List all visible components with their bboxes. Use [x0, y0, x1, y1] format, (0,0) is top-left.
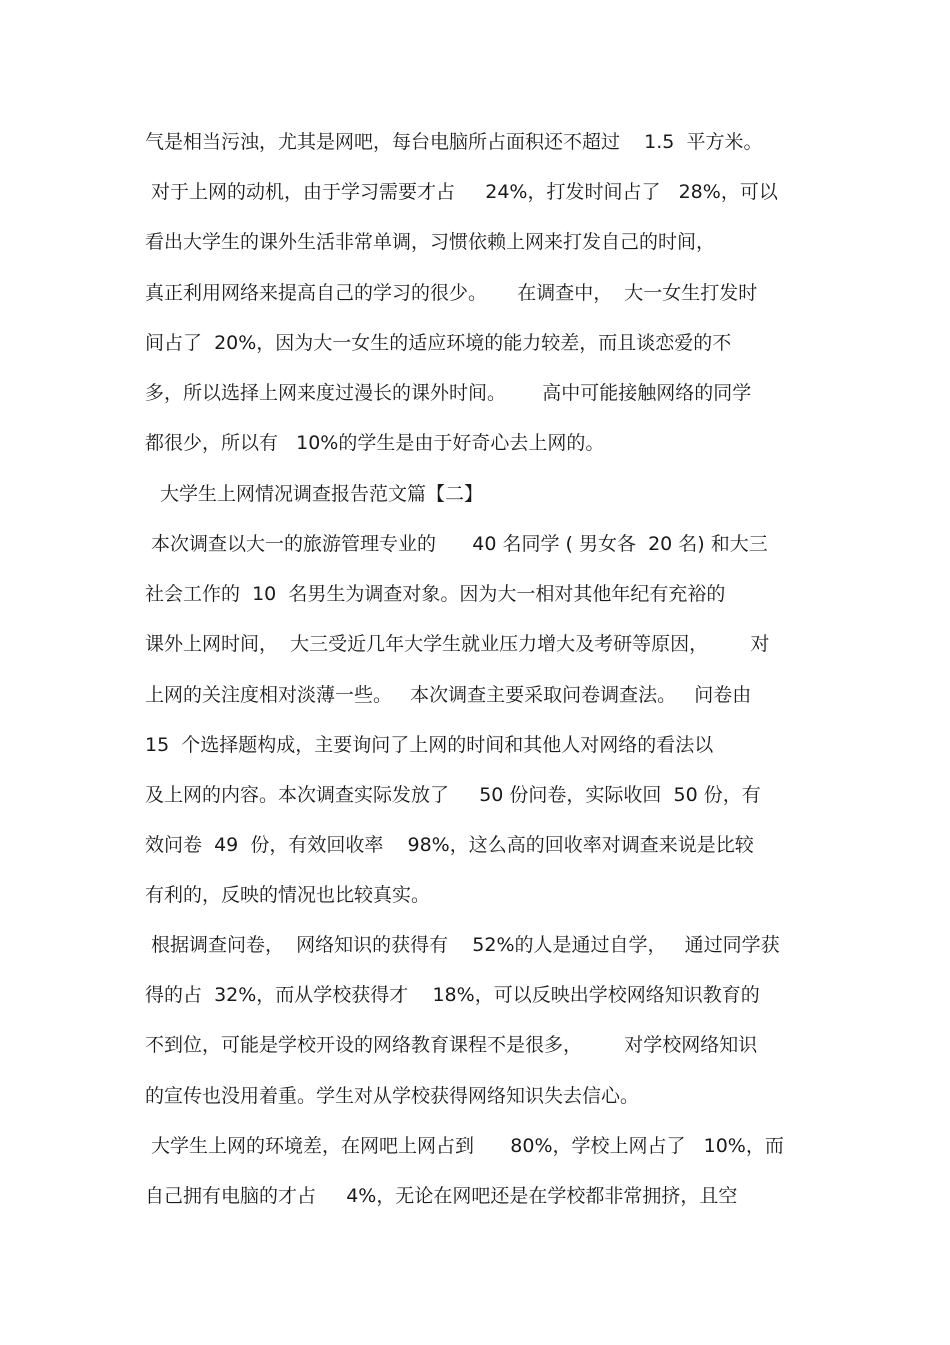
text-line: 都很少，所以有 10%的学生是由于好奇心去上网的。 [145, 432, 605, 454]
text-line: 看出大学生的课外生活非常单调，习惯依赖上网来打发自己的时间， [145, 231, 716, 253]
text-line: 社会工作的 10 名男生为调查对象。因为大一相对其他年纪有充裕的 [145, 583, 726, 605]
text-line: 上网的关注度相对淡薄一些。 本次调查主要采取问卷调查法。 问卷由 [145, 684, 752, 706]
text-line: 气是相当污浊，尤其是网吧，每台电脑所占面积还不超过 1.5 平方米。 [145, 131, 763, 153]
text-line: 课外上网时间， 大三受近几年大学生就业压力增大及考研等原因， 对 [145, 633, 770, 655]
text-line: 及上网的内容。本次调查实际发放了 50 份问卷，实际收回 50 份，有 [145, 784, 761, 806]
text-line: 有利的，反映的情况也比较真实。 [145, 884, 431, 906]
text-line: 自己拥有电脑的才占 4%，无论在网吧还是在学校都非常拥挤，且空 [145, 1185, 738, 1207]
text-line: 的宣传也没用着重。学生对从学校获得网络知识失去信心。 [145, 1085, 640, 1107]
text-line: 效问卷 49 份，有效回收率 98%，这么高的回收率对调查来说是比较 [145, 834, 754, 856]
text-line: 得的占 32%，而从学校获得才 18%，可以反映出学校网络知识教育的 [145, 984, 760, 1006]
text-line: 真正利用网络来提高自己的学习的很少。 在调查中， 大一女生打发时 [145, 282, 758, 304]
text-line: 间占了 20%，因为大一女生的适应环境的能力较差，而且谈恋爱的不 [145, 332, 732, 354]
text-line: 根据调查问卷， 网络知识的获得有 52%的人是通过自学， 通过同学获 [145, 934, 780, 956]
text-line: 对于上网的动机，由于学习需要才占 24%，打发时间占了 28%，可以 [145, 181, 778, 203]
text-line: 多，所以选择上网来度过漫长的课外时间。 高中可能接触网络的同学 [145, 382, 752, 404]
text-line: 不到位，可能是学校开设的网络教育课程不是很多， 对学校网络知识 [145, 1034, 758, 1056]
text-line: 大学生上网的环境差，在网吧上网占到 80%，学校上网占了 10%，而 [145, 1135, 784, 1157]
text-line: 15 个选择题构成，主要询问了上网的时间和其他人对网络的看法以 [145, 734, 714, 756]
text-line: 本次调查以大一的旅游管理专业的 40 名同学 ( 男女各 20 名) 和大三 [145, 533, 768, 555]
section-heading: 大学生上网情况调查报告范文篇【二】 [160, 483, 484, 505]
